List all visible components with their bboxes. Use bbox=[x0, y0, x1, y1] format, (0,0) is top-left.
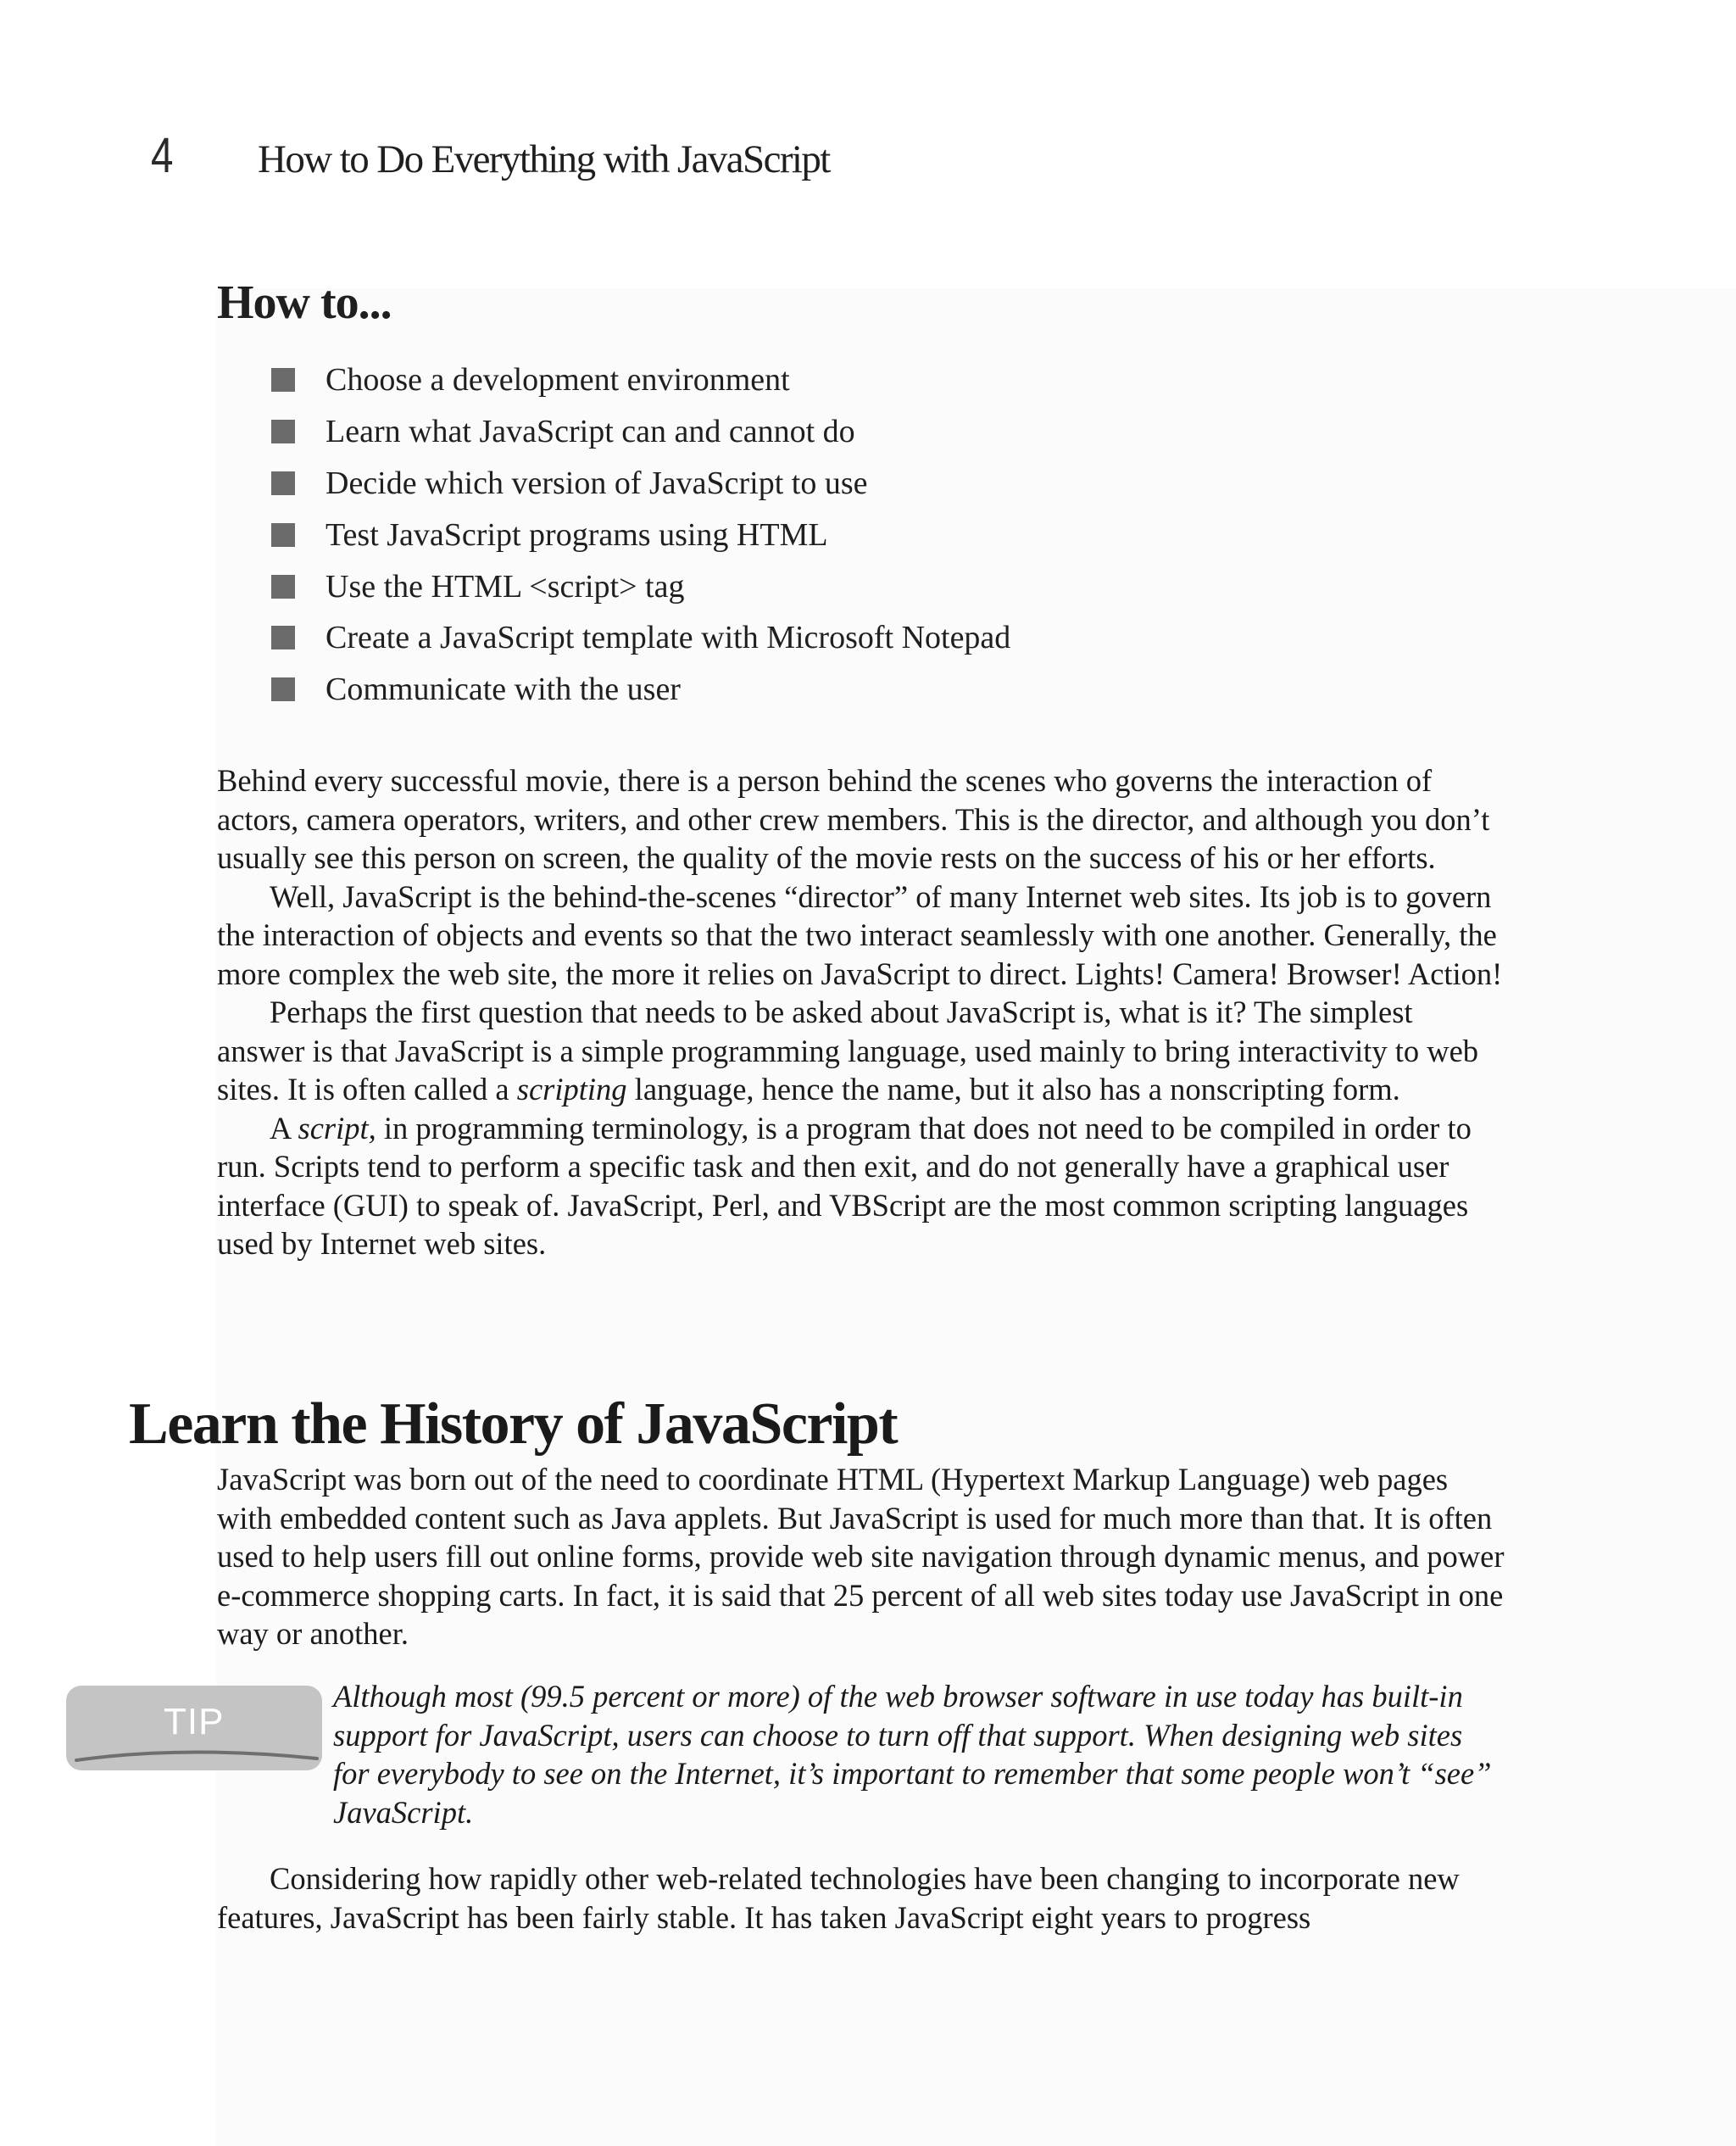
square-bullet-icon bbox=[271, 523, 295, 547]
list-item bbox=[271, 664, 1010, 716]
list-item bbox=[271, 560, 1010, 612]
tip-text: Although most (99.5 percent or more) of the web browser software in use today has built-in support for JavaScript, users can choose to turn off that support. When designing web sites for everybody to see on the Internet, it’s important to remember that some people won’t “see” JavaScript. bbox=[333, 1679, 1492, 1830]
list-item bbox=[271, 509, 1010, 560]
tip-tab bbox=[66, 1686, 322, 1770]
book-title: How to Do Everything with JavaScript bbox=[258, 137, 830, 181]
closing-section bbox=[217, 1859, 1505, 1937]
square-bullet-icon bbox=[271, 626, 295, 649]
paragraph: Well, JavaScript is the behind-the-scenes “director” of many Internet web sites. Its job is to govern the interaction of objects and events so that the two interact seamlessly with one another. Generally, the more complex the web site, the more it relies on JavaScript to direct. Lights! Camera! Browser! Action! bbox=[217, 878, 1503, 991]
list-item bbox=[271, 406, 1010, 458]
list-item-text: Use the HTML <script> tag bbox=[326, 568, 685, 605]
square-bullet-icon bbox=[271, 575, 295, 599]
tip-label: TIP bbox=[164, 1701, 225, 1742]
text-run: language, hence the name, but it also has a nonscripting form. bbox=[626, 1072, 1400, 1106]
list-item-text: Create a JavaScript template with Microsoft Notepad bbox=[326, 620, 1011, 656]
square-bullet-icon bbox=[271, 471, 295, 495]
list-item bbox=[271, 354, 1010, 406]
history-section bbox=[217, 1460, 1505, 1653]
intro-section bbox=[217, 761, 1505, 1263]
text-run: Perhaps the first question that needs to be asked about JavaScript is, what is it? The simplest answer is that JavaScript is a simple programming language, used mainly to bring interactivity to web sites. It is often called a bbox=[217, 995, 1479, 1106]
text-run: A bbox=[270, 1110, 298, 1145]
howto-list bbox=[271, 354, 1010, 716]
running-head bbox=[151, 127, 830, 187]
paragraph: Behind every successful movie, there is a person behind the scenes who governs the interaction of actors, camera operators, writers, and other crew members. This is the director, and although you don’t usually see this person on screen, the quality of the movie rests on the success of his or her efforts. bbox=[217, 763, 1490, 875]
howto-heading: How to... bbox=[217, 276, 392, 329]
list-item bbox=[271, 458, 1010, 510]
text-run: in programming terminology, is a program that does not need to be compiled in order to run. Scripts tend to perform a specific task and then exit, and do not generally have a graphical user interface (GUI) to speak of. JavaScript, Perl, and VBScript are the most common scripting languages used by Internet web sites. bbox=[217, 1110, 1472, 1261]
paragraph: JavaScript was born out of the need to coordinate HTML (Hypertext Markup Language) web pages with embedded content such as Java applets. But JavaScript is used for much more than that. It is often used to help users fill out online forms, provide web site navigation through dynamic menus, and power e-commerce shopping carts. In fact, it is said that 25 percent of all web sites today use JavaScript in one way or another. bbox=[217, 1462, 1505, 1651]
square-bullet-icon bbox=[271, 420, 295, 443]
section-heading: Learn the History of JavaScript bbox=[129, 1391, 898, 1457]
square-bullet-icon bbox=[271, 677, 295, 701]
paragraph bbox=[217, 1109, 1505, 1263]
list-item-text: Choose a development environment bbox=[326, 362, 790, 399]
emphasis: script, bbox=[298, 1110, 376, 1145]
square-bullet-icon bbox=[271, 368, 295, 392]
list-item-text: Learn what JavaScript can and cannot do bbox=[326, 414, 855, 450]
paragraph: Considering how rapidly other web-related technologies have been changing to incorporate new features, JavaScript has been fairly stable. It has taken JavaScript eight years to progress bbox=[217, 1861, 1460, 1935]
list-item-text: Test JavaScript programs using HTML bbox=[326, 516, 828, 553]
list-item-text: Communicate with the user bbox=[326, 672, 681, 708]
list-item-text: Decide which version of JavaScript to use bbox=[326, 465, 868, 501]
emphasis: scripting bbox=[516, 1072, 627, 1106]
page-number: 4 bbox=[151, 128, 174, 183]
list-item bbox=[271, 612, 1010, 664]
paragraph bbox=[217, 993, 1505, 1109]
